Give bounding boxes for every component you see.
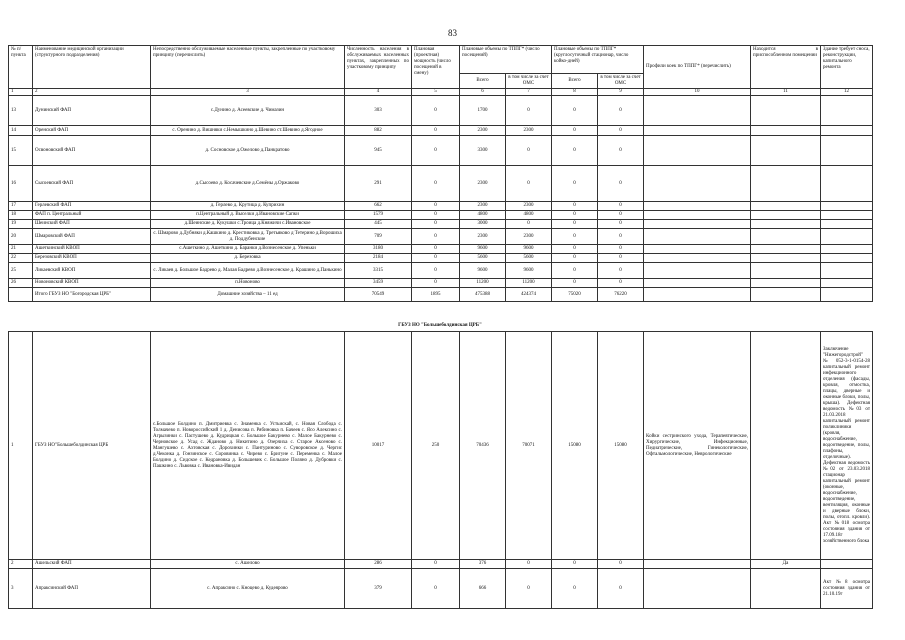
beddays-total: 0 [552, 126, 598, 136]
capacity: 0 [412, 126, 460, 136]
beddays-total: 0 [552, 136, 598, 166]
table-row [9, 332, 873, 560]
table-row [9, 166, 873, 202]
repair-notes [821, 96, 873, 126]
col-num: 4 [345, 89, 412, 96]
header-c9: в том числе за счет ОМС [598, 74, 644, 89]
adapted-premises [751, 254, 821, 263]
table-row [9, 96, 873, 126]
adapted-premises [751, 288, 821, 302]
beddays-oms: 76220 [598, 288, 644, 302]
visits-oms: 4800 [506, 211, 552, 220]
beddays-oms: 0 [598, 202, 644, 211]
org-name: Освоновский ФАП [33, 136, 151, 166]
visits-total: 2300 [460, 229, 506, 245]
bed-profiles [644, 202, 751, 211]
visits-oms: 0 [506, 166, 552, 202]
adapted-premises [751, 96, 821, 126]
row-number: 2 [9, 560, 33, 569]
row-number: 22 [9, 254, 33, 263]
adapted-premises [751, 202, 821, 211]
col-num: 9 [598, 89, 644, 96]
beddays-oms: 0 [598, 263, 644, 279]
repair-notes [821, 166, 873, 202]
visits-oms: 11200 [506, 279, 552, 288]
visits-oms: 0 [506, 136, 552, 166]
repair-notes [821, 211, 873, 220]
beddays-oms: 0 [598, 220, 644, 229]
visits-total: 2300 [460, 166, 506, 202]
visits-total: 376 [460, 560, 506, 569]
capacity: 0 [412, 136, 460, 166]
bed-profiles [644, 126, 751, 136]
col-num: 8 [552, 89, 598, 96]
population: 1579 [345, 211, 412, 220]
header-c12: Здание требует сноса, реконструкции, капитального ремонта [821, 46, 873, 89]
population: 882 [345, 126, 412, 136]
org-name: Апраксинский ФАП [33, 569, 151, 609]
bed-profiles [644, 245, 751, 254]
col-num: 5 [412, 89, 460, 96]
row-number: 15 [9, 136, 33, 166]
beddays-oms: 0 [598, 245, 644, 254]
repair-notes [821, 560, 873, 569]
adapted-premises [751, 136, 821, 166]
col-num: 7 [506, 89, 552, 96]
table-row [9, 288, 873, 302]
beddays-total: 0 [552, 220, 598, 229]
population: 70549 [345, 288, 412, 302]
population: 3459 [345, 279, 412, 288]
beddays-oms: 0 [598, 254, 644, 263]
settlements: д.Сысоево д. Косачевские д.Семёны д.Оржаково [151, 166, 345, 202]
visits-oms: 424374 [506, 288, 552, 302]
visits-oms: 70071 [506, 332, 552, 560]
beddays-total: 0 [552, 229, 598, 245]
table-upper [8, 45, 873, 302]
visits-total: 9600 [460, 245, 506, 254]
org-name: Ликаевский КВОП [33, 263, 151, 279]
bed-profiles [644, 279, 751, 288]
header-c89: Плановые объемы по ТППГ* (круглосуточный стационар, число койко-дней) [552, 46, 644, 74]
capacity: 250 [412, 332, 460, 560]
beddays-total: 15080 [552, 332, 598, 560]
visits-total: 70436 [460, 332, 506, 560]
visits-total: 2300 [460, 202, 506, 211]
population: 291 [345, 166, 412, 202]
beddays-total: 0 [552, 560, 598, 569]
beddays-total: 0 [552, 166, 598, 202]
capacity: 0 [412, 202, 460, 211]
beddays-oms: 15080 [598, 332, 644, 560]
page-number: 83 [448, 28, 457, 38]
org-name: Шеинский ФАП [33, 220, 151, 229]
capacity: 0 [412, 96, 460, 126]
beddays-oms: 0 [598, 279, 644, 288]
population: 379 [345, 569, 412, 609]
capacity: 0 [412, 263, 460, 279]
beddays-total: 0 [552, 279, 598, 288]
visits-total: 2300 [460, 126, 506, 136]
capacity: 0 [412, 560, 460, 569]
table-row [9, 211, 873, 220]
repair-notes: Акт №8 осмотра состояния здания от 21.10.19г [821, 569, 873, 609]
visits-total: 11200 [460, 279, 506, 288]
settlements: с.Ашеткино д. Ашеткино д. Баранки д.Вознесенское д. Упеньки [151, 245, 345, 254]
org-name: Итого ГБУЗ НО "Богородская ЦРБ" [33, 288, 151, 302]
visits-oms: 9600 [506, 263, 552, 279]
visits-oms: 0 [506, 569, 552, 609]
visits-oms: 2300 [506, 126, 552, 136]
capacity: 0 [412, 245, 460, 254]
beddays-oms: 0 [598, 96, 644, 126]
header-c2: Наименование медицинской организации (структурного подразделения) [33, 46, 151, 89]
bed-profiles [644, 560, 751, 569]
repair-notes [821, 126, 873, 136]
visits-oms: 0 [506, 220, 552, 229]
header-c3: Непосредственно обслуживаемые населенные пункты, закрепленные по участковому принципу (перечислить) [151, 46, 345, 89]
visits-total: 666 [460, 569, 506, 609]
settlements: с.Дунино д. Асеевские д. Чимазин [151, 96, 345, 126]
bed-profiles: Койки сестринского ухода, Терапевтические, Хирургические, Инфекционные, Педиатрические, Гинекологические, Офтальмологические, Неврологические [644, 332, 751, 560]
bed-profiles [644, 263, 751, 279]
visits-total: 5600 [460, 254, 506, 263]
header-c8: Всего [552, 74, 598, 89]
row-number [9, 288, 33, 302]
org-name: Березовский КВОП [33, 254, 151, 263]
population: 303 [345, 96, 412, 126]
row-number: 19 [9, 220, 33, 229]
bed-profiles [644, 229, 751, 245]
table-row [9, 245, 873, 254]
population: 3315 [345, 263, 412, 279]
table-row [9, 560, 873, 569]
beddays-total: 0 [552, 202, 598, 211]
row-number: 21 [9, 245, 33, 254]
col-num: 11 [751, 89, 821, 96]
visits-oms: 0 [506, 96, 552, 126]
lower-rows [9, 332, 873, 609]
settlements: с. Шмарово д.Дубняки д.Кашкино д. Крестиковка д. Третьяково д Тетерино д.Ворошиха д. Поддубенские [151, 229, 345, 245]
repair-notes [821, 220, 873, 229]
table-row [9, 254, 873, 263]
beddays-total: 0 [552, 211, 598, 220]
capacity: 0 [412, 166, 460, 202]
col-num: 3 [151, 89, 345, 96]
settlements: д.Шеинские д. Кукушки с.Троица д.Княжичи с.Ивановское [151, 220, 345, 229]
table-row [9, 263, 873, 279]
visits-total: 3300 [460, 136, 506, 166]
bed-profiles [644, 211, 751, 220]
beddays-total: 0 [552, 569, 598, 609]
population: 2184 [345, 254, 412, 263]
header-c67: Плановые объемы по ТППГ* (число посещений) [460, 46, 552, 74]
adapted-premises [751, 166, 821, 202]
repair-notes [821, 263, 873, 279]
repair-notes [821, 245, 873, 254]
org-name: ГБУЗ НО"Большеболдинская ЦРБ [33, 332, 151, 560]
col-num: 6 [460, 89, 506, 96]
repair-notes [821, 254, 873, 263]
adapted-premises [751, 211, 821, 220]
settlements: с. Апраксино с. Кноцево д. Кудеярово [151, 569, 345, 609]
capacity: 1895 [412, 288, 460, 302]
capacity: 0 [412, 220, 460, 229]
row-number: 26 [9, 279, 33, 288]
adapted-premises [751, 279, 821, 288]
row-number: 18 [9, 211, 33, 220]
table-row [9, 569, 873, 609]
settlements: с. Ликаев д. Большое Бадрево д. Малая Бадрево д.Вознесенское д. Крашино д.Панькино [151, 263, 345, 279]
population: 286 [345, 560, 412, 569]
col-num: 1 [9, 89, 33, 96]
visits-oms: 0 [506, 560, 552, 569]
adapted-premises [751, 263, 821, 279]
header-c4: Численность населения в обслуживаемых населенных пунктах, закрепленных по участковому принципу [345, 46, 412, 89]
org-name: Новоновский КВОП [33, 279, 151, 288]
bed-profiles [644, 569, 751, 609]
header-c10: Профили коек по ТППГ* (перечислить) [644, 46, 751, 89]
capacity: 0 [412, 229, 460, 245]
row-number: 25 [9, 263, 33, 279]
settlements: с. Ашелово [151, 560, 345, 569]
repair-notes: Заключение "Нижегородстрой" №052-3-1-0154-28 капитальный ремонт инфекционного отделения (фасады, кровля, отмостка, плацы, дверные и оконные блоки, полы, крыша). Дефектная ведомость №03 от 21.03.2018 капитальный ремонт поликлиники (кровля, водоснабжение, водоотведение, полы, плафоны, отделочные). Дефектная ведомость №02 от 23.03.2018 стационар капитальный ремонт (оконные, водоснабжение, водоотведение, вентиляция, оконные и дверные блоки, полы, отопл. кровли). Акт №018 осмотра состояния здания от 17.09.18г хозяйственного блока [821, 332, 873, 560]
adapted-premises [751, 220, 821, 229]
table-lower [8, 331, 873, 609]
adapted-premises [751, 245, 821, 254]
repair-notes [821, 136, 873, 166]
population: 3180 [345, 245, 412, 254]
visits-total: 1700 [460, 96, 506, 126]
bed-profiles [644, 96, 751, 126]
settlements: п.Центральный д. Выселки д.Ивановские Сапки [151, 211, 345, 220]
beddays-total: 0 [552, 96, 598, 126]
header-c11: Находится в приспособленном помещении [751, 46, 821, 89]
beddays-oms: 0 [598, 569, 644, 609]
visits-total: 475388 [460, 288, 506, 302]
beddays-oms: 0 [598, 560, 644, 569]
org-name: Герлевский ФАП [33, 202, 151, 211]
adapted-premises [751, 229, 821, 245]
repair-notes [821, 288, 873, 302]
visits-oms: 2300 [506, 202, 552, 211]
row-number: 1 [9, 332, 33, 560]
repair-notes [821, 229, 873, 245]
visits-oms: 9600 [506, 245, 552, 254]
population: 709 [345, 229, 412, 245]
beddays-oms: 0 [598, 166, 644, 202]
settlements: д. Герлево д. Крутица д. Куприхин [151, 202, 345, 211]
population: 445 [345, 220, 412, 229]
row-number: 14 [9, 126, 33, 136]
org-name: Ашеткинский КВОП [33, 245, 151, 254]
bed-profiles [644, 288, 751, 302]
adapted-premises [751, 332, 821, 560]
bed-profiles [644, 136, 751, 166]
org-name: Шмаровский ФАП [33, 229, 151, 245]
bed-profiles [644, 220, 751, 229]
table-row [9, 126, 873, 136]
population: 10017 [345, 332, 412, 560]
col-num: 12 [821, 89, 873, 96]
table-row [9, 220, 873, 229]
beddays-oms: 0 [598, 211, 644, 220]
row-number: 16 [9, 166, 33, 202]
header-c1: № п/ пункта [9, 46, 33, 89]
beddays-total: 0 [552, 254, 598, 263]
population: 662 [345, 202, 412, 211]
table-row [9, 136, 873, 166]
bed-profiles [644, 254, 751, 263]
capacity: 0 [412, 211, 460, 220]
visits-total: 3000 [460, 220, 506, 229]
population: 945 [345, 136, 412, 166]
adapted-premises [751, 569, 821, 609]
visits-total: 9600 [460, 263, 506, 279]
table-row [9, 202, 873, 211]
beddays-oms: 0 [598, 136, 644, 166]
beddays-total: 0 [552, 263, 598, 279]
table-row [9, 279, 873, 288]
header-c6: Всего [460, 74, 506, 89]
capacity: 0 [412, 279, 460, 288]
row-number: 17 [9, 202, 33, 211]
adapted-premises: Да [751, 560, 821, 569]
visits-total: 4800 [460, 211, 506, 220]
beddays-oms: 0 [598, 229, 644, 245]
settlements: п.Новоново [151, 279, 345, 288]
capacity: 0 [412, 254, 460, 263]
org-name: Дунинский ФАП [33, 96, 151, 126]
capacity: 0 [412, 569, 460, 609]
org-name: Оренский ФАП [33, 126, 151, 136]
col-num: 10 [644, 89, 751, 96]
beddays-total: 75020 [552, 288, 598, 302]
repair-notes [821, 279, 873, 288]
row-number: 20 [9, 229, 33, 245]
col-num: 2 [33, 89, 151, 96]
settlements: Домашние хозяйства – 11 ед [151, 288, 345, 302]
settlements: с.Большое Болдино п. Дмитриевка с. Знаменка с. Устьискай, с. Новая Слобода с. Толмачево п. Новороссийский 1 д. Денисова п. Рябиновка п. Бачеев с. Ясо Алексино с. Агрызинки с. Пастушево д. Кудрицкая с. Большое Бакурнево с. Малое Бакурнево с. Черновское д. Усад с. Жданово д. Никитино д. Озерчиха с. Старое Аксеново с. Мангушево с. Ахтовская с. Дорохинки с. Пантуриново с. Суворовское д. Чергис д.Чеконка д. Гонзинское с. Соровинка с. Чирево с. Бригуне с. Переменка с. Малое Болдино д. Сидское с. Кедрановка д. Большевик с. Большое Поляно д. Дубровки с. Пашкино с. Львовка с. Ивановка-Ивидан [151, 332, 345, 560]
org-name: Ашельский ФАП [33, 560, 151, 569]
adapted-premises [751, 126, 821, 136]
section-title: ГБУЗ НО "Большеболдинская ЦРБ" [398, 323, 482, 328]
visits-oms: 2300 [506, 229, 552, 245]
header-c7: в том числе за счет ОМС [506, 74, 552, 89]
row-number: 13 [9, 96, 33, 126]
header-c5: Плановая (проектная) мощность (число посещений в смену) [412, 46, 460, 89]
bed-profiles [644, 166, 751, 202]
beddays-oms: 0 [598, 126, 644, 136]
settlements: с. Оренино д. Вишняки с.Немышкино д.Шевино ст.Шевино д.Ягодное [151, 126, 345, 136]
repair-notes [821, 202, 873, 211]
org-name: ФАП п. Центральный [33, 211, 151, 220]
settlements: д. Сосновское д.Ожелово д.Панкратово [151, 136, 345, 166]
visits-oms: 5600 [506, 254, 552, 263]
org-name: Сысоевский ФАП [33, 166, 151, 202]
settlements: д. Березовка [151, 254, 345, 263]
beddays-total: 0 [552, 245, 598, 254]
upper-rows [9, 96, 873, 302]
row-number: 3 [9, 569, 33, 609]
table-row [9, 229, 873, 245]
